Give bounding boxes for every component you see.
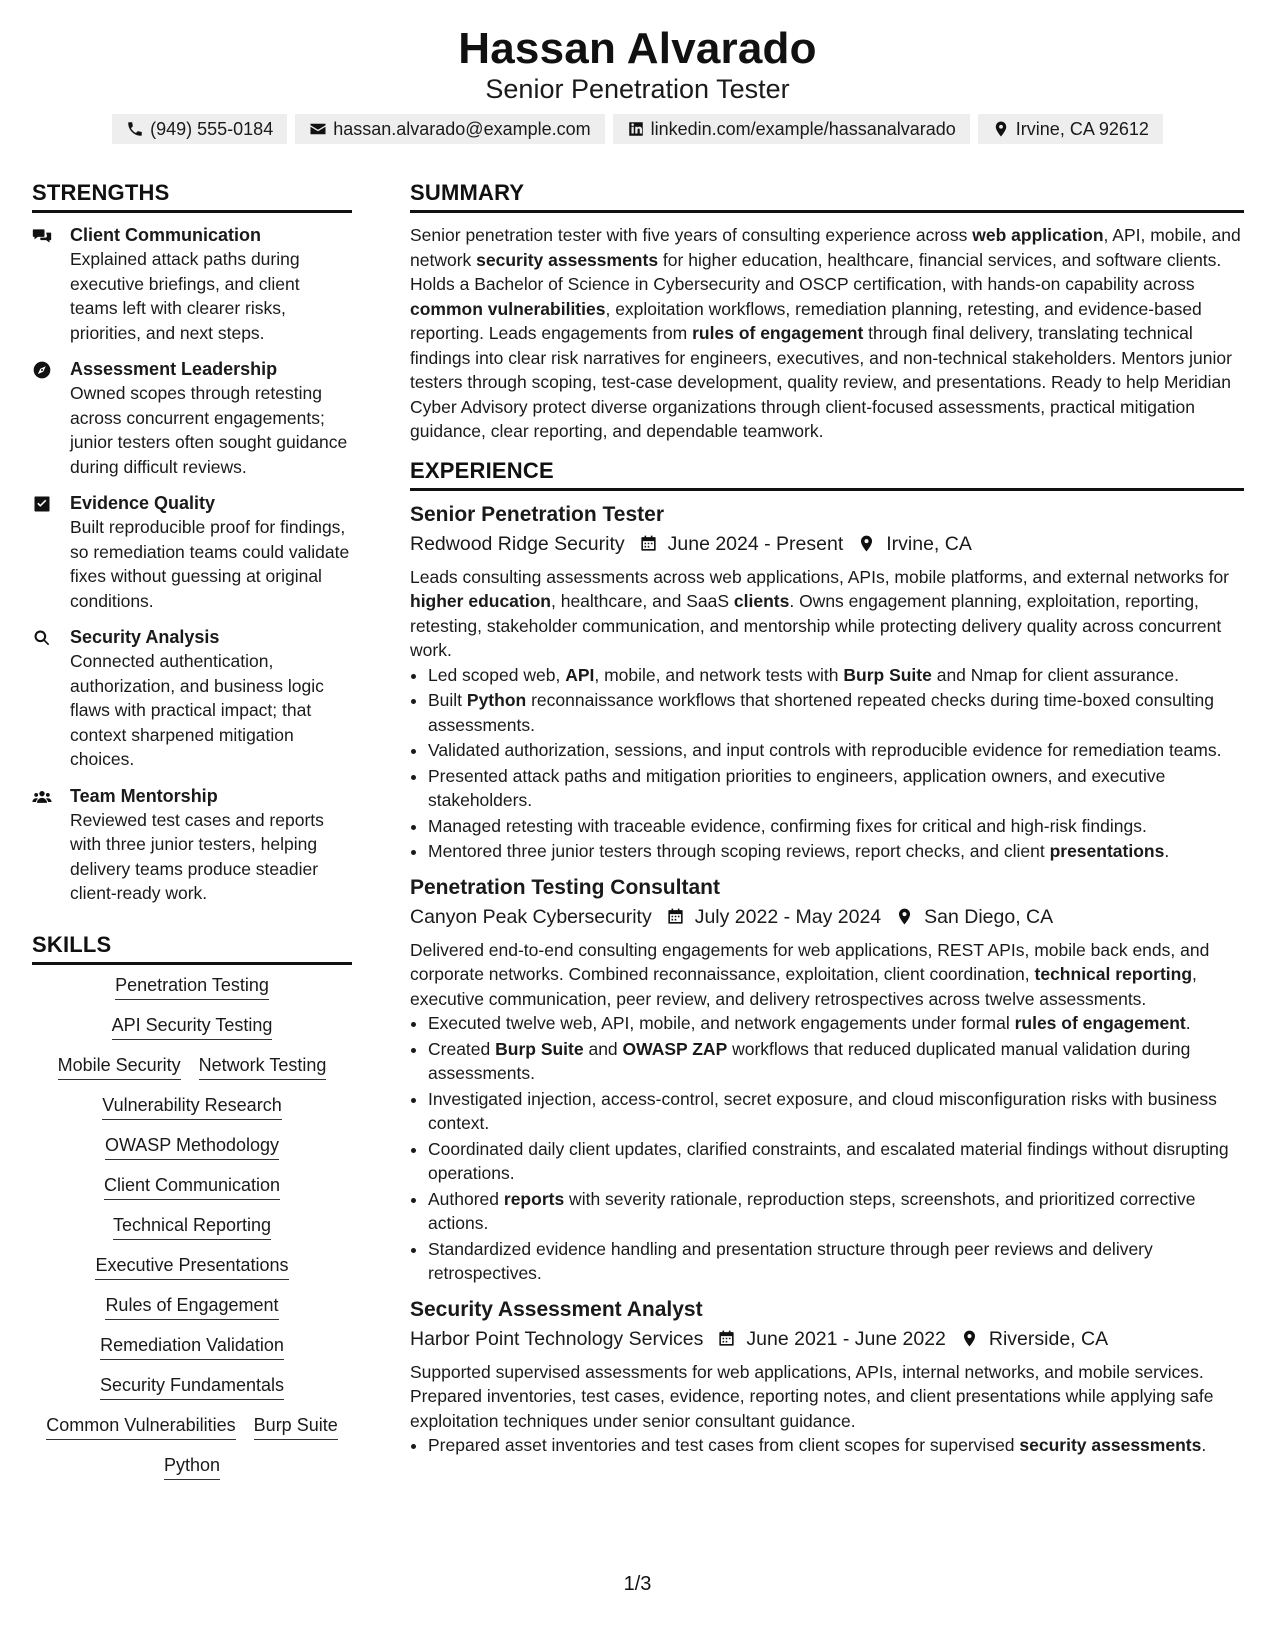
skill-tag: Mobile Security [58,1055,181,1080]
page-number: 1/3 [623,1573,652,1595]
job-entry [410,874,1244,1286]
job-meta [410,1324,1244,1354]
bullet-item [428,1237,1244,1286]
phone-icon [126,120,144,138]
skill-row [32,1375,352,1400]
text-run: Leads consulting assessments across web applications, APIs, mobile platforms, and external networks for [410,566,1230,587]
job-entry [410,1296,1244,1458]
text-run: Senior penetration tester with five years of consulting experience across [410,225,973,245]
strength-title: Evidence Quality [70,493,216,513]
text-run: Coordinated daily client updates, clarified constraints, and escalated material findings without disrupting operations. [428,1138,1229,1183]
job-description [410,938,1244,1012]
contact-phone-text: (949) 555-0184 [150,118,274,139]
text-run: Managed retesting with traceable evidence, confirming fixes for critical and high-risk findings. [428,815,1147,836]
job-description [410,1360,1244,1434]
strength-desc: Reviewed test cases and reports with three junior testers, helping delivery teams produce steadier client-ready work. [70,809,324,903]
bold-keyword: clients [733,591,790,611]
skill-tag: Security Fundamentals [100,1375,284,1400]
skill-row [32,1255,352,1280]
job-bullets [410,1433,1244,1458]
text-run: Standardized evidence handling and presentation structure through peer reviews and delivery retrospectives. [428,1238,1153,1283]
bold-keyword: web application [972,225,1104,245]
job-dates: July 2022 - May 2024 [694,905,882,928]
map-pin-icon [857,534,876,553]
job-location: San Diego, CA [924,905,1054,928]
strength-desc: Owned scopes through retesting across concurrent engagements; junior testers often sought guidance during difficult reviews. [70,383,348,477]
text-run: Built [428,690,467,710]
text-run: Supported supervised assessments for web applications, APIs, internal networks, and mobile services. Prepared inventories, test cases, evidence, reporting notes, and client presentations while applying safe exploitation techniques under senior consultant guidance. [410,1361,1214,1431]
bullet-item [428,839,1244,864]
skill-row [32,1455,352,1480]
strength-title: Client Communication [70,225,262,245]
map-pin-icon [895,907,914,926]
skill-tag: Python [164,1455,220,1480]
skills-list [32,975,352,1480]
bold-keyword: rules of engagement [1014,1013,1186,1033]
job-bullets [410,663,1244,864]
bullet-item [428,1011,1244,1036]
skill-row [32,1335,352,1360]
text-run: Presented attack paths and mitigation priorities to engineers, application owners, and executive stakeholders. [428,765,1166,810]
strength-item [32,625,352,772]
skill-row [32,975,352,1000]
strength-item [32,784,352,906]
bold-keyword: security assessments [1019,1435,1202,1455]
text-run: Authored [428,1188,504,1209]
experience-heading: EXPERIENCE [410,458,1244,491]
skill-row [32,1415,352,1440]
comments-icon [32,226,52,246]
linkedin-icon [627,120,645,138]
contact-email-text: hassan.alvarado@example.com [333,118,591,139]
skill-tag: Burp Suite [254,1415,338,1440]
bullet-item [428,688,1244,737]
skills-heading: SKILLS [32,932,352,965]
compass-icon [32,360,52,380]
contact-phone[interactable] [112,114,287,144]
strength-desc: Built reproducible proof for findings, so remediation teams could validate fixes without guessing at original conditions. [70,517,350,611]
contact-location [978,114,1163,144]
bold-keyword: higher education [410,591,551,611]
skill-tag: Common Vulnerabilities [46,1415,235,1440]
job-description [410,565,1244,663]
text-run: . [1185,1013,1191,1033]
text-run: . Owns engagement planning, exploitation, reporting, retesting, stakeholder communication, and mentorship while protecting delivery quality across concurrent work. [410,591,1222,660]
text-run: . [1201,1435,1207,1455]
text-run: and Nmap for client assurance. [931,664,1179,685]
skill-tag: Rules of Engagement [105,1295,278,1320]
job-company: Canyon Peak Cybersecurity [410,905,652,928]
checkbox-icon [32,494,52,514]
text-run: Mentored three junior testers through scoping reviews, report checks, and client [428,841,1050,861]
text-run: , API, mobile, and network [410,225,1241,270]
map-pin-icon [992,120,1010,138]
candidate-title: Senior Penetration Tester [485,74,790,104]
text-run: , exploitation workflows, remediation planning, retesting, and evidence-based reporting. Leads engagements from [410,298,1202,343]
envelope-icon [309,120,327,138]
skill-tag: Executive Presentations [95,1255,288,1280]
contact-linkedin-text: linkedin.com/example/hassanalvarado [650,118,956,139]
bold-keyword: rules of engagement [692,323,864,343]
strength-desc: Explained attack paths during executive briefings, and client teams left with clearer risks, priorities, and next steps. [70,249,300,343]
text-run: Delivered end-to-end consulting engagements for web applications, REST APIs, mobile back ends, and corporate networks. Combined reconnaissance, exploitation, client coordination, [410,939,1210,984]
contact-bar [0,114,1275,144]
job-dates: June 2021 - June 2022 [746,1327,946,1350]
bullet-item [428,663,1244,688]
skill-row [32,1055,352,1080]
skill-row [32,1215,352,1240]
text-run: . [1164,841,1170,861]
strength-title: Security Analysis [70,627,220,647]
bullet-item [428,1087,1244,1136]
skill-row [32,1095,352,1120]
contact-location-text: Irvine, CA 92612 [1015,118,1149,139]
bullet-item [428,1433,1244,1458]
text-run: Executed twelve web, API, mobile, and network engagements under formal [428,1013,1015,1033]
calendar-icon [639,534,658,553]
users-icon [32,787,52,807]
strength-desc: Connected authentication, authorization, and business logic flaws with practical impact; that context sharpened mitigation choices. [70,651,324,769]
job-title: Senior Penetration Tester [410,502,665,526]
skill-row [32,1135,352,1160]
text-run: , mobile, and network tests with [594,664,844,685]
text-run: and [583,1038,623,1059]
strengths-heading: STRENGTHS [32,180,352,213]
job-location: Riverside, CA [988,1327,1109,1350]
skill-row [32,1295,352,1320]
text-run: Created [428,1038,496,1059]
calendar-icon [666,907,685,926]
job-entry [410,501,1244,864]
bullet-item [428,738,1244,763]
bold-keyword: reports [503,1188,565,1209]
skill-tag: Penetration Testing [115,975,269,1000]
skill-tag: Remediation Validation [100,1335,284,1360]
search-icon [32,628,52,648]
text-run: for higher education, healthcare, financial services, and software clients. Holds a Bachelor of Science in Cybersecurity and OSCP certification, with hands-on capability across [410,249,1222,294]
job-title: Security Assessment Analyst [410,1297,703,1321]
right-column [410,180,1244,1468]
text-run: Validated authorization, sessions, and input controls with reproducible evidence for remediation teams. [428,740,1222,760]
bold-keyword: Burp Suite [495,1038,584,1059]
strength-item [32,357,352,479]
strength-title: Assessment Leadership [70,359,278,379]
calendar-icon [717,1329,736,1348]
text-run: reconnaissance workflows that shortened repeated checks during time-boxed consulting assessments. [428,690,1214,735]
skill-tag: Vulnerability Research [102,1095,281,1120]
job-company: Redwood Ridge Security [410,532,625,555]
bullet-item [428,764,1244,813]
job-bullets [410,1011,1244,1286]
job-title: Penetration Testing Consultant [410,875,720,899]
strength-item [32,491,352,613]
summary-text [410,223,1244,444]
text-run: Investigated injection, access-control, secret exposure, and cloud misconfiguration risks with business context. [428,1088,1217,1133]
skill-tag: Technical Reporting [113,1215,271,1240]
strength-title: Team Mentorship [70,785,218,806]
contact-linkedin[interactable] [613,114,970,144]
bullet-item [428,1137,1244,1186]
bold-keyword: common vulnerabilities [410,298,606,319]
contact-email[interactable] [295,114,604,144]
bold-keyword: security assessments [476,249,659,270]
bullet-item [428,1037,1244,1086]
candidate-name: Hassan Alvarado [458,24,817,73]
text-run: , healthcare, and SaaS [550,591,734,611]
job-company: Harbor Point Technology Services [410,1327,704,1350]
job-meta [410,902,1244,932]
bullet-item [428,1187,1244,1236]
text-run: with severity rationale, reproduction steps, screenshots, and prioritized corrective actions. [428,1188,1196,1233]
text-run: , executive communication, peer review, and delivery retrospectives across twelve assessments. [410,964,1197,1009]
bold-keyword: OWASP ZAP [622,1038,728,1059]
experience-list [410,501,1244,1458]
skill-tag: API Security Testing [112,1015,273,1040]
text-run: Prepared asset inventories and test cases from client scopes for supervised [428,1435,1020,1455]
job-location: Irvine, CA [886,532,972,555]
text-run: through final delivery, translating technical findings into clear risk narratives for engineers, executives, and non-technical stakeholders. Mentors junior testers through scoping, test-case development, quality review, and presentations. Ready to help Meridian Cyber Advisory protect diverse organizations through client-focused assessments, practical mitigation guidance, clear reporting, and dependable teamwork. [410,323,1232,441]
skill-row [32,1175,352,1200]
bold-keyword: Python [466,690,527,710]
job-dates: June 2024 - Present [667,532,844,555]
skill-tag: Network Testing [199,1055,327,1080]
bold-keyword: presentations [1049,841,1165,861]
summary-heading: SUMMARY [410,180,1244,213]
skill-tag: OWASP Methodology [105,1135,279,1160]
bullet-item [428,814,1244,839]
skill-row [32,1015,352,1040]
strength-item [32,223,352,345]
text-run: Led scoped web, [428,664,566,685]
job-meta [410,529,1244,559]
bold-keyword: API [565,664,595,685]
left-column [32,180,352,1495]
skills-section [32,932,352,1480]
skill-tag: Client Communication [104,1175,280,1200]
text-run: workflows that reduced duplicated manual validation during assessments. [428,1038,1191,1083]
bold-keyword: technical reporting [1034,964,1193,984]
map-pin-icon [960,1329,979,1348]
bold-keyword: Burp Suite [843,664,932,685]
